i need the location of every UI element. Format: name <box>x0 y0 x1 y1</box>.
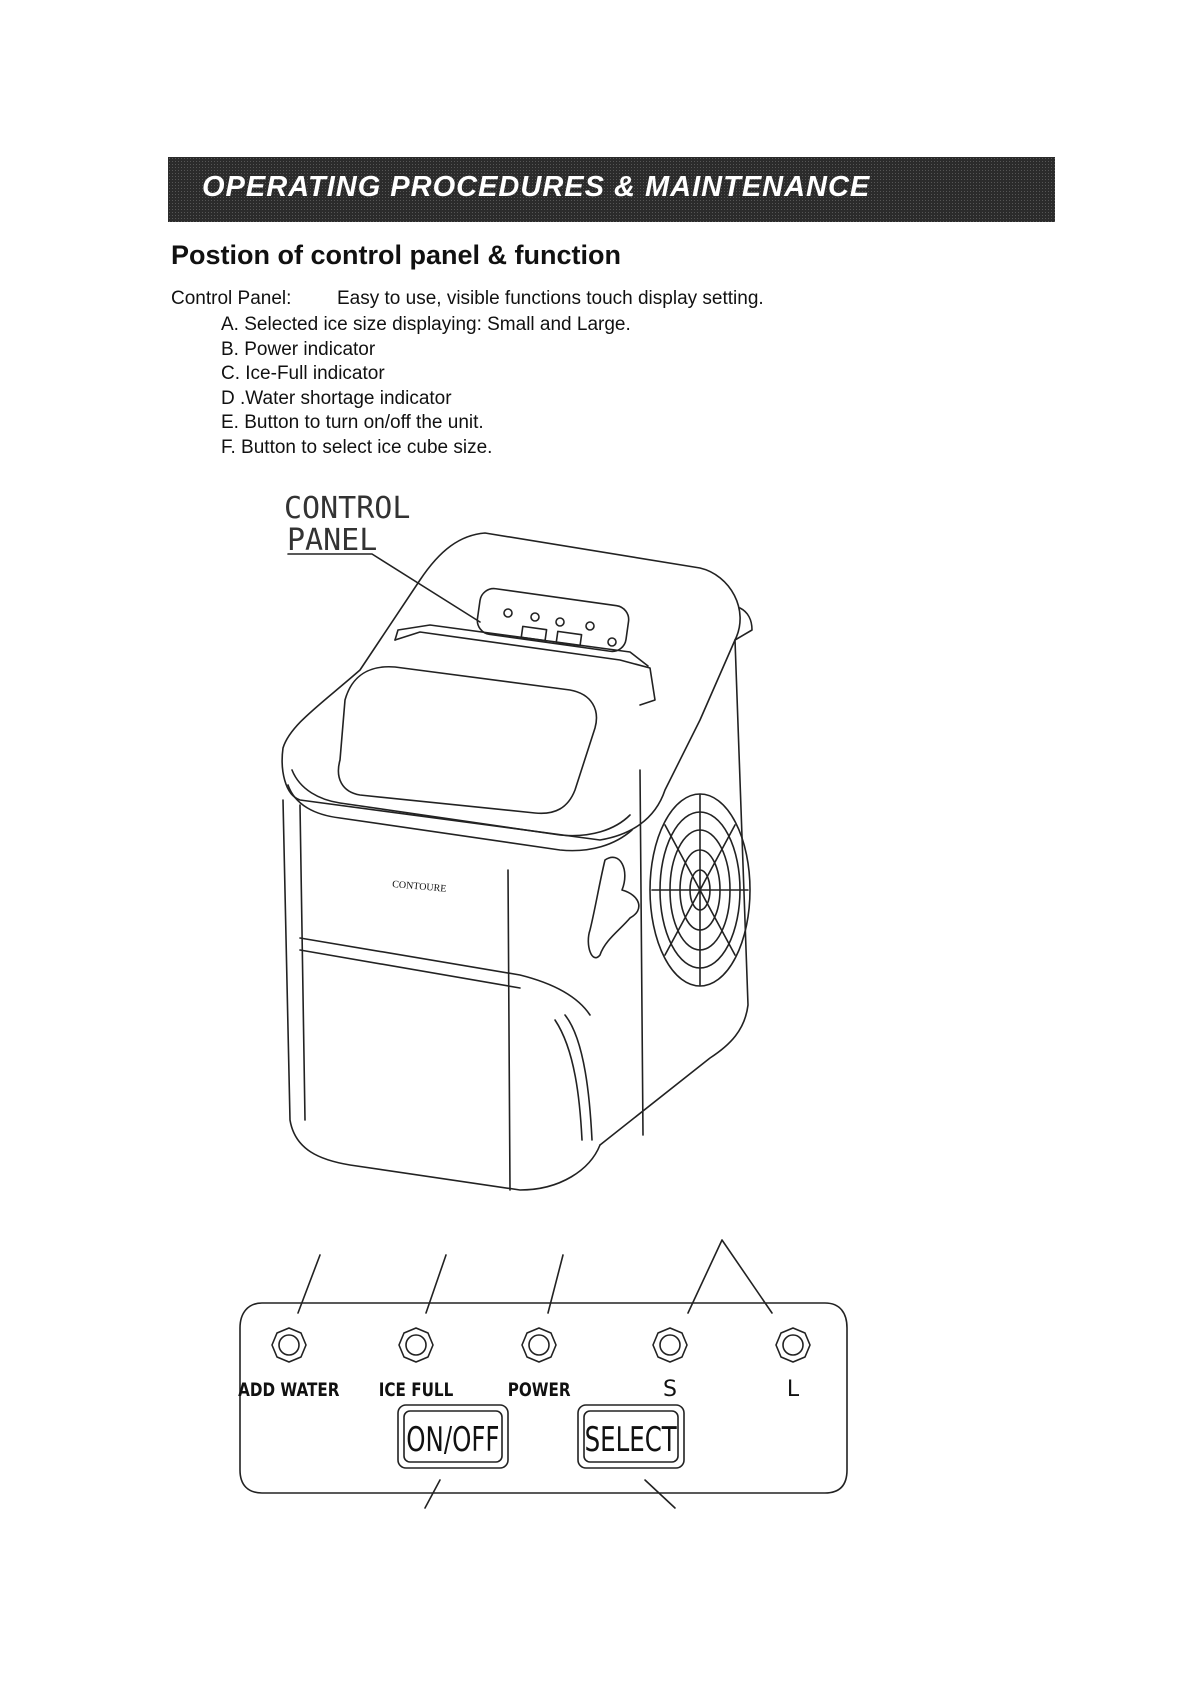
list-item: E. Button to turn on/off the unit. <box>221 412 484 433</box>
leader-power <box>548 1255 563 1313</box>
control-panel-detail <box>240 1240 847 1508</box>
intro-text: Easy to use, visible functions touch display setting. <box>337 288 764 309</box>
fan-grille <box>650 794 750 986</box>
callout-label-control: CONTROL <box>284 491 411 526</box>
leader-on-off <box>425 1480 440 1508</box>
leader-add-water <box>298 1255 320 1313</box>
brand-logo: CONTOURE <box>391 879 447 895</box>
lid-rim <box>292 770 630 836</box>
label-add-water: ADD WATER <box>238 1379 340 1402</box>
scoop-icon <box>588 857 639 957</box>
list-item: B. Power indicator <box>221 338 376 360</box>
indicator-power <box>522 1328 556 1362</box>
drip-curve <box>565 1015 592 1140</box>
callout-label-panel: PANEL <box>287 523 378 558</box>
list-item: D .Water shortage indicator <box>221 387 452 409</box>
list-item: F. Button to select ice cube size. <box>221 436 493 458</box>
list-item: C. Ice-Full indicator <box>221 363 385 384</box>
intro-label: Control Panel: <box>171 288 292 309</box>
callout-leader <box>288 554 480 622</box>
side-panel <box>600 640 748 1145</box>
leader-size <box>688 1240 772 1313</box>
label-large: L <box>786 1377 800 1402</box>
indicator-large <box>776 1328 810 1362</box>
ice-window <box>338 667 596 814</box>
list-item: A. Selected ice size displaying: Small and Large. <box>221 314 631 335</box>
lid-rim-2 <box>288 785 632 851</box>
indicator-add-water <box>272 1328 306 1362</box>
label-power: POWER <box>507 1379 571 1402</box>
label-small: S <box>663 1377 677 1402</box>
indicator-small <box>653 1328 687 1362</box>
on-off-button-label: ON/OFF <box>406 1420 500 1460</box>
select-button-label: SELECT <box>584 1420 677 1460</box>
front-seam <box>300 938 590 1015</box>
banner-title: OPERATING PROCEDURES & MAINTENANCE <box>202 171 871 203</box>
label-ice-full: ICE FULL <box>378 1379 454 1402</box>
front-body <box>283 800 600 1190</box>
leader-ice-full <box>426 1255 446 1313</box>
section-title: Postion of control panel & function <box>171 240 621 270</box>
leader-select <box>645 1480 675 1508</box>
ice-maker-illustration <box>282 533 752 1190</box>
indicator-ice-full <box>399 1328 433 1362</box>
